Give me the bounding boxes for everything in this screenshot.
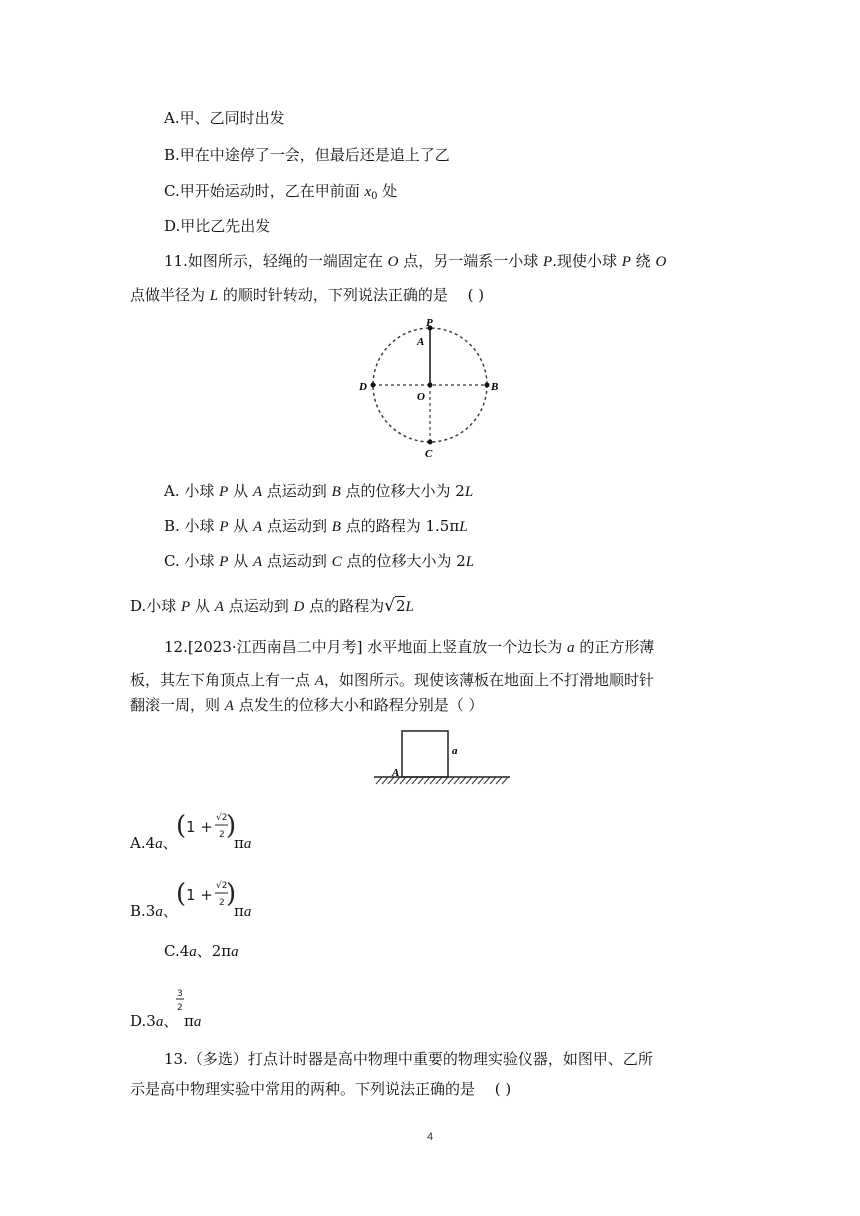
q12-option-b-expression [176,874,237,916]
svg-text:1 +: 1 + [186,818,213,836]
label-o: O [417,391,425,403]
label-c: C [425,448,433,460]
q10-option-a: A.甲、乙同时出发 [164,109,285,127]
svg-text:): ) [226,879,237,909]
q11-stem-line2: 点做半径为 L 的顺时针转动，下列说法正确的是 ( ) [130,286,485,304]
svg-text:√2: √2 [216,813,228,823]
q12-option-a-tail: πa [234,834,252,852]
q11-stem-line1: 11.如图所示，轻绳的一端固定在 O 点，另一端系一小球 P.现使小球 P 绕 O [164,252,667,270]
svg-text:2: 2 [219,898,225,908]
label-side-a: a [452,745,458,757]
label-p: P [426,317,433,329]
q12-stem-line1: 12.[2023·江西南昌二中月考] 水平地面上竖直放一个边长为 a 的正方形薄 [164,638,655,656]
svg-text:√2: √2 [216,881,228,891]
svg-text:(: ( [176,879,187,909]
page-number: 4 [426,1131,434,1143]
label-point-a: A [392,767,400,779]
q12-option-a-expression [176,806,237,848]
svg-text:2: 2 [177,1003,183,1013]
q12-option-b: B.3a、 [130,902,178,920]
point-o [428,383,433,388]
q12-option-d: D.3a、 [130,1012,179,1030]
label-a: A [417,336,425,348]
svg-text:1 +: 1 + [186,886,213,904]
q12-option-c: C.4a、2πa [164,942,239,960]
label-d: D [359,381,367,393]
point-c [428,440,433,445]
q12-stem-line2: 板，其左下角顶点上有一点 A，如图所示。现使该薄板在地面上不打滑地顺时针 [130,671,654,689]
q11-option-d: D.小球 P 从 A 点运动到 D 点的路程为√2L [130,596,414,616]
q12-option-b-tail: πa [234,902,252,920]
q13-stem-line2: 示是高中物理实验中常用的两种。下列说法正确的是 ( ) [130,1080,512,1098]
square-board-diagram [372,726,512,788]
q12-option-d-tail: πa [184,1012,202,1030]
circle-diagram [355,315,505,460]
q12-stem-line3: 翻滚一周，则 A 点发生的位移大小和路程分别是（ ） [130,696,484,714]
point-b [485,383,490,388]
q12-option-a: A.4a、 [130,834,178,852]
square-board [402,731,448,777]
q10-option-d: D.甲比乙先出发 [164,217,271,235]
label-b: B [491,381,499,393]
point-d [371,383,376,388]
svg-text:2: 2 [219,830,225,840]
q11-option-a: A. 小球 P 从 A 点运动到 B 点的位移大小为 2L [164,482,474,500]
svg-text:): ) [226,811,237,841]
q13-stem-line1: 13.（多选）打点计时器是高中物理中重要的物理实验仪器，如图甲、乙所 [164,1050,653,1068]
svg-text:(: ( [176,811,187,841]
svg-text:3: 3 [177,989,183,999]
q10-option-c: C.甲开始运动时，乙在甲前面 $x_0$ 处 [164,182,398,202]
q11-option-c: C. 小球 P 从 A 点运动到 C 点的位移大小为 2L [164,552,475,570]
q10-option-b: B.甲在中途停了一会，但最后还是追上了乙 [164,146,450,164]
q11-option-b: B. 小球 P 从 A 点运动到 B 点的路程为 1.5πL [164,517,468,535]
